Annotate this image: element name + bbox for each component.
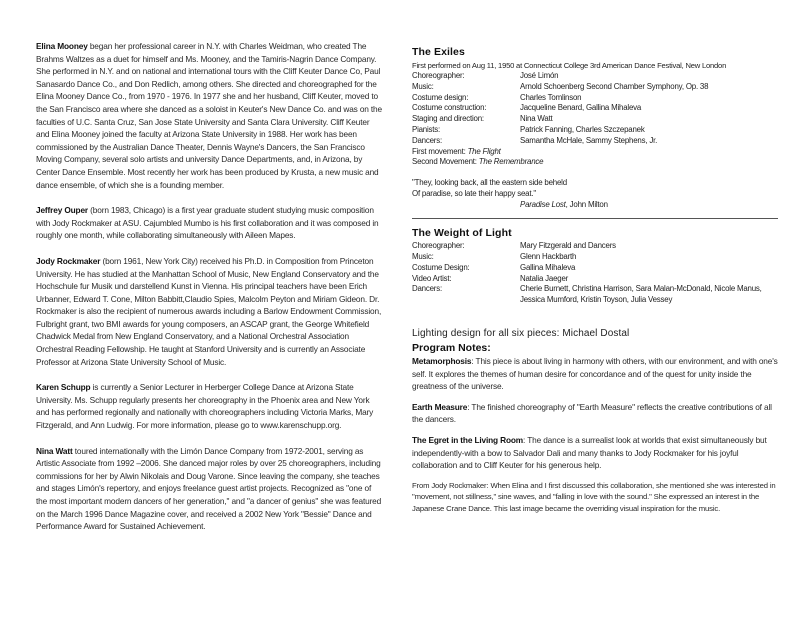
note-name: Metamorphosis [412, 355, 472, 366]
bio-name: Karen Schupp [36, 382, 91, 393]
divider [412, 218, 778, 219]
credit-key: Costume Design: [412, 262, 470, 272]
credit-key: Music: [412, 81, 434, 91]
note-rockmaker: From Jody Rockmaker: When Elina and I first discussed this collaboration, she mentioned she was interested in "movement, not stillness," sine waves, and "falling in love with the sound." She expressed an interest in the Japanese Crane Dance. This last image became the overriding visual inspiration for the music. [412, 480, 776, 513]
exiles-credits [412, 71, 778, 147]
credit-value: Jacqueline Benard, Gallina Mihaleva [520, 103, 642, 113]
quote-attribution [412, 199, 778, 210]
movement-title: The Flight [467, 146, 501, 156]
credit-row [412, 241, 778, 252]
note-earth-measure [412, 401, 778, 426]
milton-quote [412, 177, 778, 210]
credit-row [412, 82, 778, 93]
movement-label: Second Movement: [412, 157, 479, 167]
bio-name: Nina Watt [36, 445, 73, 456]
exiles-movement-1 [412, 147, 778, 158]
note-name: The Egret in the Living Room [412, 434, 524, 445]
credit-value: Patrick Fanning, Charles Szczepanek [520, 124, 645, 134]
bio-text: began her professional career in N.Y. with Charles Weidman, who created The Brahms Waltzes as a duet for himself and Ms. Mooney, and the Tamiris-Nagrin Dance Company. She performed in N.Y. and on national and international tours with the Cliff Keuter Dance Co, Paul Sanasardo Dance Co., and Don Redlich, among others. She directed and choreographed for the Elina Mooney Dance Co., from 1970 - 1976. In 1977 she and her husband, Cliff Keuter, moved to the San Francisco area where she danced as a soloist in Keuter's New Dance Co. and was on the faculties of U.C. Santa Cruz, San Jose State University and Santa Clara University. Cliff Keuter and Elina Mooney joined the faculty at Arizona State University in 1988. Her work has been commissioned by the Australian Dance Theater, Dennis Wayne's Dancers, the San Francisco Moving Company, several solo artists and university Dance Departments, and, in Arizona, by Center Dance Ensemble. Most recently her work has been produced by Krusta, a new music and dance ensemble, of which she is a founding member. [36, 41, 382, 190]
quote-source: Paradise Lost [520, 200, 566, 210]
credits-column [412, 40, 778, 522]
credit-row [412, 114, 778, 125]
credit-value: Cherie Burnett, Christina Harrison, Sara Malan-McDonald, Nicole Manus, Jessica Mumford, Kristin Toyson, Julia Vessey [520, 284, 762, 305]
credit-key: Pianists: [412, 124, 441, 134]
exiles-title: The Exiles [412, 46, 465, 58]
credit-key: Choreographer: [412, 71, 465, 80]
quote-line: "They, looking back, all the eastern side beheld [412, 178, 567, 188]
credit-row [412, 136, 778, 147]
credit-value: Arnold Schoenberg Second Chamber Symphony, Op. 38 [520, 81, 709, 91]
note-name: Earth Measure [412, 401, 468, 412]
credit-key: Choreographer: [412, 241, 465, 251]
bio-jeffrey-ouper [36, 204, 384, 242]
exiles-movement-2 [412, 157, 778, 168]
bio-karen-schupp [36, 381, 384, 431]
movement-label: First movement: [412, 146, 468, 156]
movement-title: The Remembrance [478, 157, 544, 167]
bios-column [36, 40, 384, 546]
credit-value: Mary Fitzgerald and Dancers [520, 241, 616, 251]
credit-key: Video Artist: [412, 273, 452, 283]
credit-key: Staging and direction: [412, 114, 484, 124]
bio-text: (born 1983, Chicago) is a first year graduate student studying music composition with Jody Rockmaker at ASU. Cajumbled Mumbo is his first collaboration and it was composed in roughly one month, while collaborating simultaneously with Aileen Mapes. [36, 205, 379, 241]
bio-name: Elina Mooney [36, 41, 88, 51]
bio-text: is currently a Senior Lecturer in Herberger College Dance at Arizona State University. Ms. Schupp regularly presents her choreography in the Phoenix area and New York and has performed regionally and nationally with choreographers including Victoria Marks, Mary Fitzgerald, and Ann Ludwig. For more information, please go to www.karenschupp.org. [36, 382, 374, 431]
credit-row [412, 252, 778, 263]
quote-line: Of paradise, so late their happy seat." [412, 189, 536, 199]
program-notes-title: Program Notes: [412, 341, 491, 354]
credit-row [412, 274, 778, 285]
lighting-credit: Lighting design for all six pieces: Michael Dostal [412, 327, 630, 339]
credit-key: Costume construction: [412, 103, 487, 113]
bio-elina-mooney [36, 40, 384, 191]
note-text: : This piece is about living in harmony with others, with our environment, and with one's self. It explores the themes of human desire for concordance and of the quest for unity inside the greatness of the universe. [412, 355, 778, 392]
bio-nina-watt [36, 445, 384, 533]
weight-credits [412, 241, 778, 306]
credit-value: Charles Tomlinson [520, 92, 582, 102]
credit-row [412, 263, 778, 274]
credit-value: Natalia Jaeger [520, 273, 569, 283]
exiles-first-performed: First performed on Aug 11, 1950 at Connecticut College 3rd American Dance Festival, New London [412, 61, 727, 70]
credit-key: Music: [412, 251, 434, 261]
bio-name: Jody Rockmaker [36, 255, 101, 266]
credit-key: Costume design: [412, 92, 469, 102]
credit-row [412, 284, 778, 306]
credit-row [412, 103, 778, 114]
credit-row [412, 93, 778, 104]
bio-jody-rockmaker [36, 255, 384, 368]
weight-title: The Weight of Light [412, 227, 512, 240]
credit-value: Samantha McHale, Sammy Stephens, Jr. [520, 135, 658, 145]
note-metamorphosis [412, 355, 778, 393]
credit-row [412, 71, 778, 82]
credit-key: Dancers: [412, 284, 442, 294]
quote-author: , John Milton [565, 200, 608, 210]
bio-name: Jeffrey Ouper [36, 205, 89, 216]
bio-text: toured internationally with the Limón Dance Company from 1972-2001, serving as Artistic Associate from 1992 –2006. She danced major roles by over 25 choreographers, including commissions for her by Alwin Nikolais and Doug Varone. Since leaving the company, she teaches and stages Limón's repertory, and enjoys freelance guest artist projects. Recognized as "one of the most important modern dancers of her generation," and "a dancer of genius" she was featured on the March 1996 Dance Magazine cover, and received a 2002 New York "Bessie" Dance and Performance Award for Sustained Achievement. [36, 445, 382, 532]
credit-row [412, 125, 778, 136]
credit-value: Gallina Mihaleva [520, 262, 576, 272]
note-egret [412, 434, 778, 472]
note-text: : The finished choreography of "Earth Measure" reflects the creative contributions of all the dancers. [412, 401, 772, 425]
credit-key: Dancers: [412, 135, 442, 145]
bio-text: (born 1961, New York City) received his Ph.D. in Composition from Princeton University. He has studied at the Manhattan School of Music, New England Conservatory and the Hochschule fur Musik und darstellend Kunst in Vienna. His principal teachers have been Erich Urbanner, Edward T. Cone, Milton Babbitt,Claudio Spies, Malcolm Peyton and Miriam Gideon. Dr. Rockmaker is also the recipient of numerous awards including a Barlow Endowment Commission, Fulbright grant, two BMI awards for young composers, an ASCAP grant, the George Whitefield Chadwick Medal from New England Conservatory, and a National Orchestral Association Orchestral Reading Fellowship. He taught at Stanford University and is currently an Associate Professor at Arizona State University School of Music. [36, 255, 382, 367]
note-text: : The dance is a surrealist look at worlds that exist simultaneously but independently-with a bow to Salvador Dali and many thanks to Jody Rockmaker for his joyful collaboration and to Cliff Keuter for his generous help. [412, 434, 767, 471]
credit-value: Nina Watt [520, 114, 553, 124]
credit-value: Glenn Hackbarth [520, 251, 577, 261]
credit-value: José Limón [520, 71, 559, 80]
